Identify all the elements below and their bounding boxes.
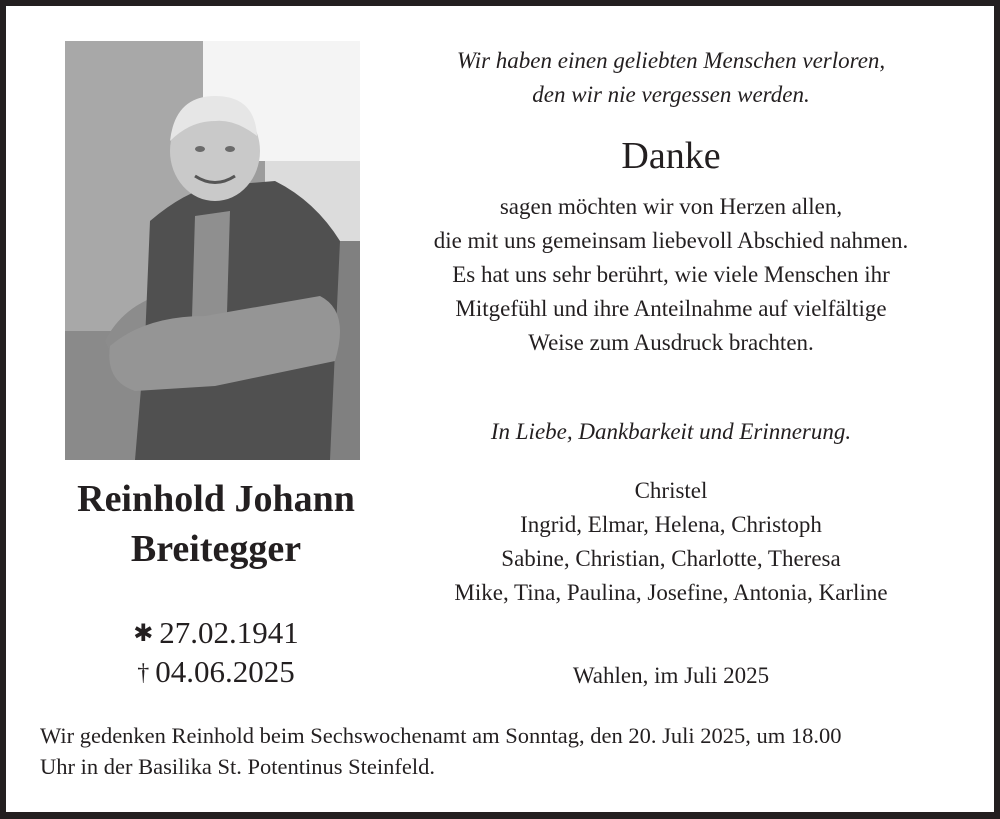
death-date-row [26,654,406,693]
thanks-line: sagen möchten wir von Herzen allen, [499,194,843,219]
place-date: Wahlen, im Juli 2025 [572,663,770,688]
thanks-text [366,190,976,360]
death-date: 04.06.2025 [155,654,295,689]
life-dates [26,615,406,693]
family-line: Mike, Tina, Paulina, Josefine, Antonia, Karline [454,580,888,605]
portrait-image [65,41,360,460]
intro-line: Wir haben einen geliebten Menschen verloren, [456,48,886,73]
closing-line: In Liebe, Dankbarkeit und Erinnerung. [490,419,852,444]
memorial-service-notice [40,720,980,782]
deceased-name [26,474,406,574]
intro-text [386,44,956,112]
family-line: Christel [634,478,708,503]
family-list [376,474,966,610]
thanks-line: Es hat uns sehr berührt, wie viele Menschen ihr [452,262,890,287]
thanks-line: Weise zum Ausdruck brachten. [528,330,814,355]
name-line-2: Breitegger [130,528,302,570]
thanks-line: Mitgefühl und ihre Anteilnahme auf vielfältige [455,296,887,321]
family-line: Ingrid, Elmar, Helena, Christoph [520,512,822,537]
memorial-line: Wir gedenken Reinhold beim Sechswochenamt am Sonntag, den 20. Juli 2025, um 18.00 [40,723,842,748]
intro-line: den wir nie vergessen werden. [532,82,810,107]
memorial-line: Uhr in der Basilika St. Potentinus Steinfeld. [40,754,435,779]
birth-date-row [26,615,406,654]
birth-date: 27.02.1941 [159,615,299,650]
obituary-card [6,6,994,812]
name-line-1: Reinhold Johann [77,478,355,520]
thanks-line: die mit uns gemeinsam liebevoll Abschied nahmen. [433,228,909,253]
family-line: Sabine, Christian, Charlotte, Theresa [501,546,841,571]
portrait-photo [65,41,360,460]
death-cross-icon: † [137,660,150,686]
birth-star-icon: ✱ [133,621,154,647]
danke-heading: Danke [621,135,721,177]
